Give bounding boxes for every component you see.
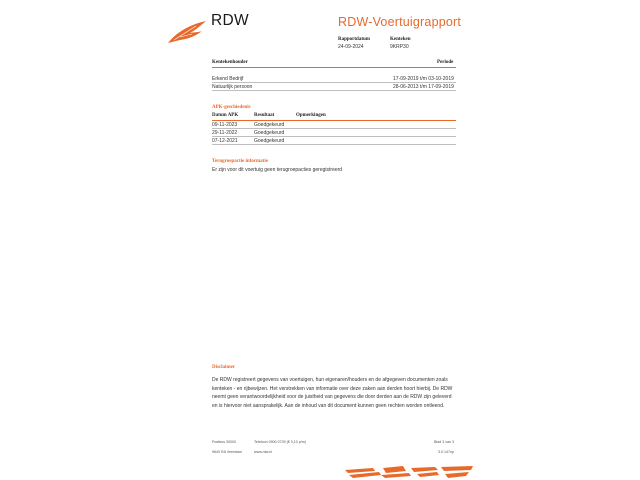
footer-postbus: Postbus 30000 [212,440,236,444]
footer-postcode: 9640 RA Veendam [212,450,242,454]
owner-row-2-divider [212,90,456,91]
owner-row-1-period: 17-09-2019 t/m 03-10-2019 [393,76,454,82]
apk-row-2-divider [212,136,456,137]
apk-row-2-result: Goedgekeurd [254,130,285,136]
owners-col-period: Periode [437,60,454,65]
recall-text: Er zijn voor dit voertuig geen terugroepacties geregistreerd [212,167,343,173]
footer-telefoon: Telefoon 0900 0739 (€ 0,10 p/m) [254,440,306,444]
rdw-brand-stripes-icon [345,465,475,479]
owner-row-2-period: 28-06-2013 t/m 17-09-2019 [393,84,454,90]
footer-website[interactable]: www.rdw.nl [254,450,272,454]
plate-block [390,37,411,50]
apk-row-1-date: 09-11-2023 [212,122,238,128]
apk-row-1-divider [212,128,456,129]
disclaimer-text: De RDW registreert gegevens van voertuigen, hun eigenaren/houders en de afgegeven documenten zoals kenteken - en rijbewijzen. Het verstrekken van informatie over deze zaken aan derden hoort hierbij. De RDW neemt geen verantwoordelijkheid voor de juistheid van gegevens die door derden aan de RDW zijn geleverd en is hiervoor niet aansprakelijk. Aan de inhoud van dit document kunnen geen rechten worden ontleend. [212,377,453,409]
owner-row-1-divider [212,82,456,83]
brand-name: RDW [211,12,249,29]
owner-row-1-holder: Erkend Bedrijf [212,76,244,82]
apk-title: APK-geschiedenis [212,105,251,110]
owners-col-holder: Kentekenhouder [212,60,248,65]
apk-row-1-result: Goedgekeurd [254,122,285,128]
plate-value: 9KRP30 [390,43,409,50]
apk-col-result: Resultaat [254,113,275,118]
owner-row-2-holder: Natuurlijk persoon [212,84,253,90]
recall-title: Terugroepactie informatie [212,159,268,164]
footer-version: 3.0.147np [438,450,454,454]
apk-row-2-date: 29-11-2022 [212,130,238,136]
apk-col-remarks: Opmerkingen [296,113,326,118]
report-date-block [338,37,370,50]
apk-row-3-result: Goedgekeurd [254,138,285,144]
owners-header-rule [212,67,456,68]
apk-col-date: Datum APK [212,113,239,118]
apk-row-3-date: 07-12-2021 [212,138,238,144]
apk-header-rule [212,120,456,121]
report-date-label: Rapportdatum [338,37,370,42]
disclaimer-title: Disclaimer [212,365,236,370]
plate-label: Kenteken [390,37,411,42]
rdw-feather-logo-icon [166,19,208,45]
footer-page-number: Blad 3 van 3 [434,440,454,444]
apk-row-3-divider [212,144,456,145]
report-title: RDW-Voertuigrapport [338,15,462,29]
report-date-value: 24-09-2024 [338,43,364,50]
